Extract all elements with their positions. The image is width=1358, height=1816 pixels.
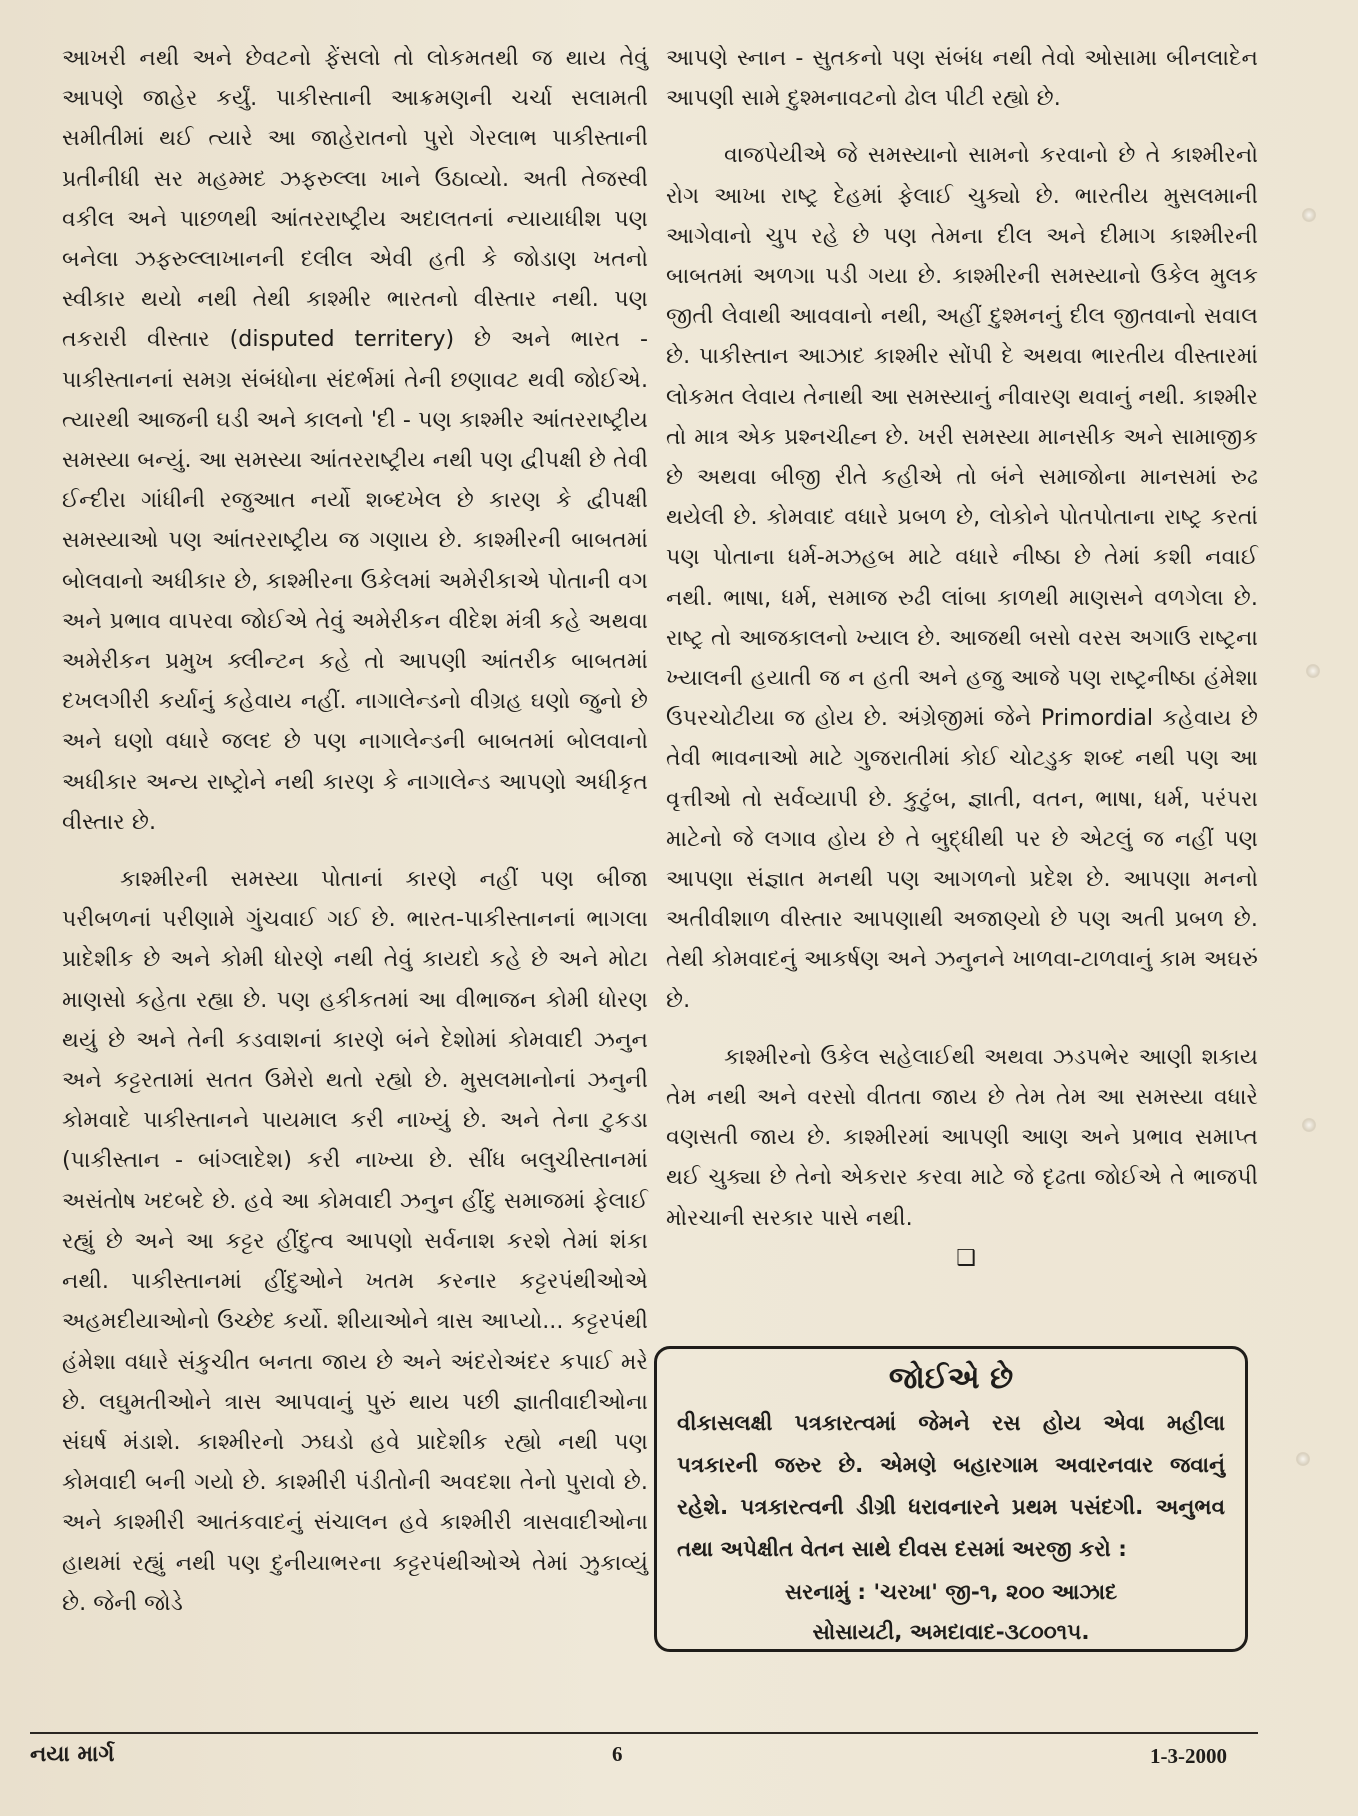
paragraph-gap: [666, 1020, 1258, 1037]
page-number: 6: [612, 1742, 623, 1766]
article-paragraph: વાજપેયીએ જે સમસ્યાનો સામનો કરવાનો છે તે કાશ્મીરનો રોગ આખા રાષ્ટ્ર દેહમાં ફેલાઈ ચુક્યો છે. ભારતીય મુસલમાની આગેવાનો ચુપ રહે છે પણ તેમના દીલ અને દીમાગ કાશ્મીરની બાબતમાં અળગા પડી ગયા છે. કાશ્મીરની સમસ્યાનો ઉકેલ મુલક જીતી લેવાથી આવવાનો નથી, અહીં દુશ્મનનું દીલ જીતવાનો સવાલ છે. પાકીસ્તાન આઝાદ કાશ્મીર સોંપી દે અથવા ભારતીય વીસ્તારમાં લોકમત લેવાય તેનાથી આ સમસ્યાનું નીવારણ થવાનું નથી. કાશ્મીર તો માત્ર એક પ્રશ્નચીહ્ન છે. ખરી સમસ્યા માનસીક અને સામાજીક છે અથવા બીજી રીતે કહીએ તો બંને સમાજોના માનસમાં રુઢ થયેલી છે. કોમવાદ વધારે પ્રબળ છે, લોકોને પોતપોતાના રાષ્ટ્ર કરતાં પણ પોતાના ધર્મ-મઝહબ માટે વધારે નીષ્ઠા છે તેમાં કશી નવાઈ નથી. ભાષા, ધર્મ, સમાજ રુઢી લાંબા કાળથી માણસને વળગેલા છે. રાષ્ટ્ર તો આજકાલનો ખ્યાલ છે. આજથી બસો વરસ અગાઉ રાષ્ટ્રના ખ્યાલની હયાતી જ ન હતી અને હજુ આજે પણ રાષ્ટ્રનીષ્ઠા હંમેશા ઉપરચોટીયા જ હોય છે. અંગ્રેજીમાં જેને Primordial કહેવાય છે તેવી ભાવનાઓ માટે ગુજરાતીમાં કોઈ ચોટડુક શબ્દ નથી પણ આ વૃત્તીઓ તો સર્વવ્યાપી છે. કુટુંબ, જ્ઞાતી, વતન, ભાષા, ધર્મ, પરંપરા માટેનો જે લગાવ હોય છે તે બુદ્ધીથી પર છે એટલું જ નહીં પણ આપણા સંજ્ઞાત મનથી પણ આગળનો પ્રદેશ છે. આપણા મનનો અતીવીશાળ વીસ્તાર આપણાથી અજાણ્યો છે પણ અતી પ્રબળ છે. તેથી કોમવાદનું આકર્ષણ અને ઝનુનને ખાળવા-ટાળવાનું કામ અઘરું છે.: [666, 142, 1258, 1013]
ad-title: જોઈએ છે: [888, 1361, 1014, 1396]
binding-hole-icon: [1302, 208, 1316, 222]
article-paragraph: કાશ્મીરનો ઉકેલ સહેલાઈથી અથવા ઝડપભેર આણી શકાય તેમ નથી અને વરસો વીતતા જાય છે તેમ તેમ આ સમસ્યા વધારે વણસતી જાય છે. કાશ્મીરમાં આપણી આણ અને પ્રભાવ સમાપ્ત થઈ ચુક્યા છે તેનો એકરાર કરવા માટે જે દૃઢતા જોઈએ તે ભાજપી મોરચાની સરકાર પાસે નથી.: [666, 1043, 1258, 1231]
article-paragraph: આખરી નથી અને છેવટનો ફેંસલો તો લોકમતથી જ થાય તેવું આપણે જાહેર કર્યું. પાકીસ્તાની આક્રમણની ચર્ચા સલામતી સમીતીમાં થઈ ત્યારે આ જાહેરાતનો પુરો ગેરલાભ પાકીસ્તાની પ્રતીનીધી સર મહમ્મદ ઝફરુલ્લા ખાને ઉઠાવ્યો. અતી તેજસ્વી વકીલ અને પાછળથી આંતરરાષ્ટ્રીય અદાલતનાં ન્યાયાધીશ પણ બનેલા ઝફરુલ્લાખાનની દલીલ એવી હતી કે જોડાણ ખતનો સ્વીકાર થયો નથી તેથી કાશ્મીર ભારતનો વીસ્તાર નથી. પણ તકરારી વીસ્તાર (disputed territery) છે અને ભારત - પાકીસ્તાનનાં સમગ્ર સંબંધોના સંદર્ભમાં તેની છણાવટ થવી જોઈએ. ત્યારથી આજની ઘડી અને કાલનો 'દી - પણ કાશ્મીર આંતરરાષ્ટ્રીય સમસ્યા બન્યું. આ સમસ્યા આંતરરાષ્ટ્રીય નથી પણ દ્વીપક્ષી છે તેવી ઈન્દીરા ગાંધીની રજુઆત નર્યો શબ્દખેલ છે કારણ કે દ્વીપક્ષી સમસ્યાઓ પણ આંતરરાષ્ટ્રીય જ ગણાય છે. કાશ્મીરની બાબતમાં બોલવાનો અધીકાર છે, કાશ્મીરના ઉકેલમાં અમેરીકાએ પોતાની વગ અને પ્રભાવ વાપરવા જોઈએ તેવું અમેરીકન વીદેશ મંત્રી કહે અથવા અમેરીકન પ્રમુખ ક્લીન્ટન કહે તો આપણી આંતરીક બાબતમાં દખલગીરી કર્યાનું કહેવાય નહીં. નાગાલેન્ડનો વીગ્રહ ઘણો જુનો છે અને ઘણો વધારે જલદ છે પણ નાગાલેન્ડની બાબતમાં બોલવાનો અધીકાર અન્ય રાષ્ટ્રોને નથી કારણ કે નાગાલેન્ડ આપણો અધીકૃત વીસ્તાર છે.: [62, 45, 648, 835]
paragraph-gap: [666, 118, 1258, 135]
classified-ad-box: [654, 1346, 1248, 1652]
binding-hole-icon: [1302, 1118, 1316, 1132]
article-paragraph: કાશ્મીરની સમસ્યા પોતાનાં કારણે નહીં પણ બીજા પરીબળનાં પરીણામે ગુંચવાઈ ગઈ છે. ભારત-પાકીસ્તાનનાં ભાગલા પ્રાદેશીક છે અને કોમી ધોરણે નથી તેવું કાયદો કહે છે અને મોટા માણસો કહેતા રહ્યા છે. પણ હકીકતમાં આ વીભાજન કોમી ધોરણ થયું છે અને તેની કડવાશનાં કારણે બંને દેશોમાં કોમવાદી ઝનુન અને કટ્ટરતામાં સતત ઉમેરો થતો રહ્યો છે. મુસલમાનોનાં ઝનુની કોમવાદે પાકીસ્તાનને પાયમાલ કરી નાખ્યું છે. અને તેના ટુકડા (પાકીસ્તાન - બાંગ્લાદેશ) કરી નાખ્યા છે. સીંધ બલુચીસ્તાનમાં અસંતોષ ખદબદે છે. હવે આ કોમવાદી ઝનુન હીંદુ સમાજમાં ફેલાઈ રહ્યું છે અને આ કટ્ટર હીંદુત્વ આપણો સર્વનાશ કરશે તેમાં શંકા નથી. પાકીસ્તાનમાં હીંદુઓને ખતમ કરનાર કટ્ટરપંથીઓએ અહમદીયાઓનો ઉચ્છેદ કર્યો. શીયાઓને ત્રાસ આપ્યો... કટ્ટરપંથી હંમેશા વધારે સંકુચીત બનતા જાય છે અને અંદરોઅંદર કપાઈ મરે છે. લઘુમતીઓને ત્રાસ આપવાનું પુરું થાય પછી જ્ઞાતીવાદીઓના સંઘર્ષ મંડાશે. કાશ્મીરનો ઝઘડો હવે પ્રાદેશીક રહ્યો નથી પણ કોમવાદી બની ગયો છે. કાશ્મીરી પંડીતોની અવદશા તેનો પુરાવો છે. અને કાશ્મીરી આતંકવાદનું સંચાલન હવે કાશ્મીરી ત્રાસવાદીઓના હાથમાં રહ્યું નથી પણ દુનીયાભરના કટ્ટરપંથીઓએ તેમાં ઝુકાવ્યું છે. જેની જોડે: [62, 866, 648, 1616]
paragraph-gap: [62, 842, 648, 859]
article-paragraph: આપણે સ્નાન - સુતકનો પણ સંબંધ નથી તેવો ઓસામા બીનલાદેન આપણી સામે દુશ્મનાવટનો ઢોલ પીટી રહ્યો છે.: [666, 45, 1258, 112]
footer-divider: [30, 1732, 1258, 1734]
ad-address-line: સોસાયટી, અમદાવાદ-૩૮૦૦૧૫.: [812, 1620, 1090, 1645]
ad-body: વીકાસલક્ષી પત્રકારત્વમાં જેમને રસ હોય એવા મહીલા પત્રકારની જરુર છે. એમણે બહારગામ અવારનવાર જવાનું રહેશે. પત્રકારત્વની ડીગ્રી ધરાવનારને પ્રથમ પસંદગી. અનુભવ તથા અપેક્ષીત વેતન સાથે દીવસ દસમાં અરજી કરો :: [677, 1411, 1225, 1562]
issue-date: 1-3-2000: [1150, 1744, 1227, 1768]
ad-address: [677, 1573, 1225, 1653]
binding-hole-icon: [1306, 664, 1320, 678]
ad-address-line: સરનામું : 'ચરખા' જી-૧, ૨૦૦ આઝાદ: [784, 1580, 1118, 1605]
left-column: [62, 38, 648, 1623]
right-column: [666, 38, 1258, 1278]
binding-hole-icon: [1296, 1452, 1310, 1466]
article-end-mark: ❑: [956, 1245, 976, 1271]
publication-name: નયા માર્ગ: [30, 1742, 115, 1767]
